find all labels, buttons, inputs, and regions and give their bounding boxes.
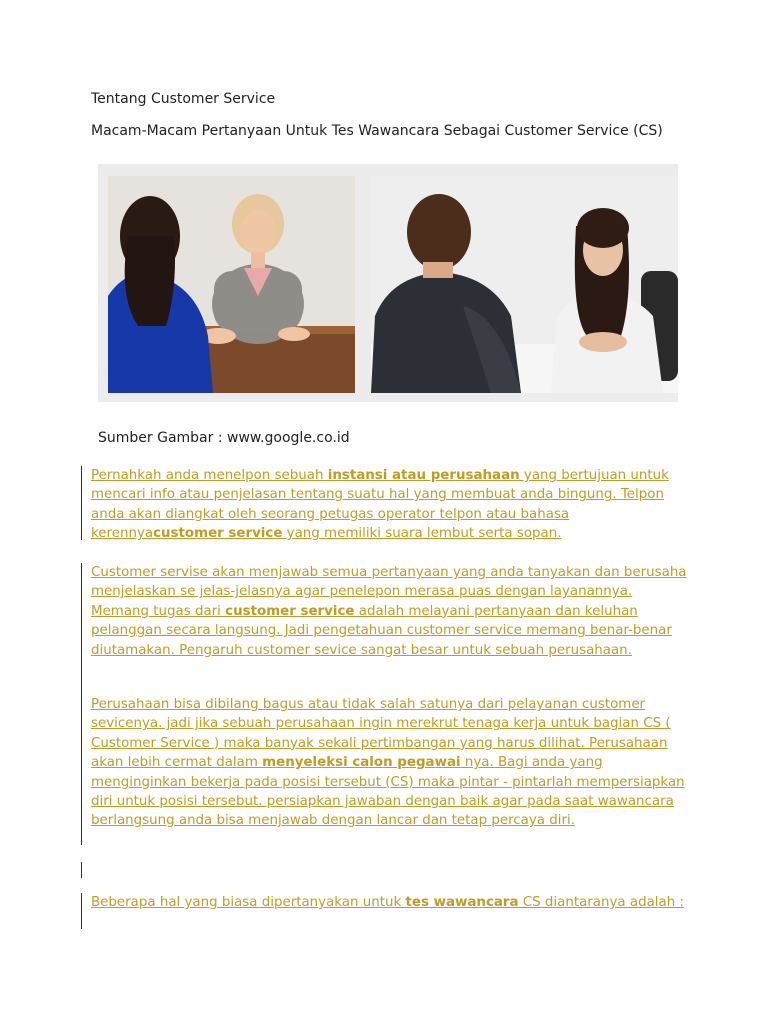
paragraph-text: adalah melayani pertanyaan dan keluhan pelanggan secara langsung. Jadi pengetahuan customer service memang benar-benar diutamakan. Pengaruh customer sevice sangat besar untuk sebuah perusahaan. (91, 603, 672, 658)
interview-photos (98, 164, 678, 402)
paragraph-text: CS diantaranya adalah : (518, 895, 684, 910)
interview-photo-left (108, 176, 355, 393)
margin-bar (81, 466, 82, 540)
paragraph-text: yang bertujuan untuk mencari info atau penjelasan tentang suatu hal yang membuat anda bingung. Telpon anda akan diangkat oleh seorang petugas operator telpon atau bahasa kerennya (91, 468, 669, 542)
interview-photo-right (371, 176, 678, 393)
margin-bar (81, 563, 82, 845)
link-menyeleksi-calon-pegawai[interactable]: menyeleksi calon pegawai (262, 755, 461, 771)
paragraph-2 (91, 563, 691, 660)
image-caption: Sumber Gambar : www.google.co.id (98, 430, 350, 446)
link-instansi[interactable]: instansi atau perusahaan (327, 468, 520, 483)
paragraph-text: Pernahkah anda menelpon sebuah (91, 468, 328, 483)
link-tes-wawancara[interactable]: tes wawancara (405, 895, 519, 910)
paragraph-text: Beberapa hal yang biasa dipertanyakan untuk (91, 895, 406, 910)
paragraph-1 (91, 466, 691, 544)
link-customer-service[interactable]: customer service (225, 603, 355, 619)
paragraph-text: yang memiliki suara lembut serta sopan. (282, 526, 562, 542)
text-cursor (81, 862, 82, 878)
link-customer-service[interactable]: customer service (153, 526, 283, 542)
page-title: Tentang Customer Service (91, 91, 276, 107)
paragraph-4 (91, 893, 691, 912)
margin-bar (81, 893, 82, 929)
paragraph-text: Perusahaan bisa dibilang bagus atau tidak salah satunya dari pelayanan customer sevicenya. jadi jika sebuah perusahaan ingin merekrut tenaga kerja untuk bagian CS ( Customer Service ) maka banyak sekali pertimbangan yang harus dilihat. Perusahaan akan lebih cermat dalam (91, 697, 671, 771)
article-heading: Macam-Macam Pertanyaan Untuk Tes Wawancara Sebagai Customer Service (CS) (91, 123, 663, 139)
paragraph-3 (91, 695, 691, 831)
paragraph-text: Customer servise akan menjawab semua pertanyaan yang anda tanyakan dan berusaha menjelaskan se jelas-jelasnya agar penelepon merasa puas dengan layanannya. Memang tugas dari (91, 565, 687, 619)
paragraph-text: nya. Bagi anda yang menginginkan bekerja pada posisi tersebut (CS) maka pintar - pintarlah mempersiapkan diri untuk posisi tersebut. persiapkan jawaban dengan baik agar pada saat wawancara berlangsung anda bisa menjawab dengan lancar dan tetap percaya diri. (91, 755, 685, 829)
